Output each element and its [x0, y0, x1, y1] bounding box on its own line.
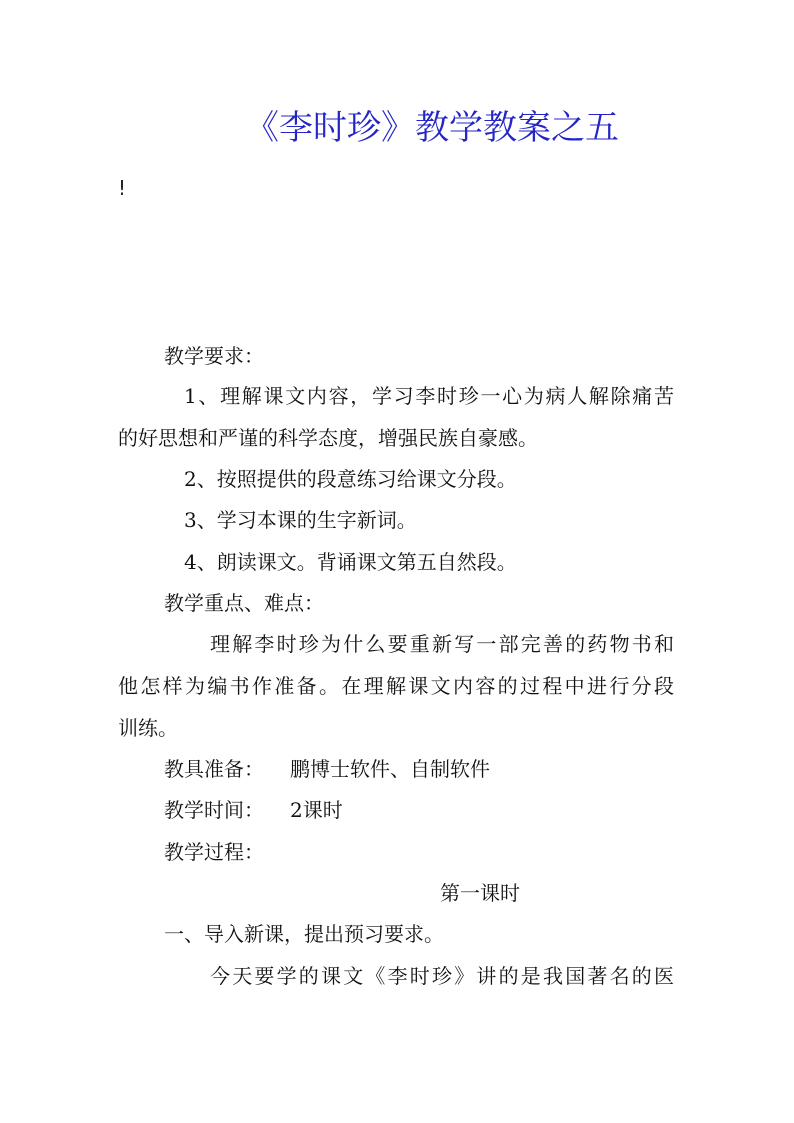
key-points-line-2: 他怎样为编书作准备。在理解课文内容的过程中进行分段: [118, 674, 674, 698]
intro-heading: 一、导入新课，提出预习要求。: [164, 922, 444, 946]
requirement-3: 3、学习本课的生字新词。: [184, 508, 417, 532]
key-points-line-3: 训练。: [118, 716, 178, 740]
requirement-4: 4、朗读课文。背诵课文第五自然段。: [184, 550, 517, 574]
requirement-1-line-2: 的好思想和严谨的科学态度，增强民族自豪感。: [118, 426, 538, 450]
requirement-1-line-1: 1、理解课文内容，学习李时珍一心为病人解除痛苦: [184, 384, 674, 408]
tools-value: 鹏博士软件、自制软件: [290, 757, 490, 781]
key-points-heading: 教学重点、难点：: [164, 591, 324, 615]
document-title: 《李时珍》教学教案之五: [245, 108, 619, 148]
requirement-2: 2、按照提供的段意练习给课文分段。: [184, 467, 517, 491]
stray-mark: !: [118, 176, 127, 200]
time-label: 教学时间：: [164, 798, 264, 822]
intro-text: 今天要学的课文《李时珍》讲的是我国著名的医: [210, 964, 674, 988]
time-value: 2课时: [290, 798, 343, 822]
requirements-heading: 教学要求：: [164, 344, 264, 368]
process-heading: 教学过程：: [164, 840, 264, 864]
tools-label: 教具准备：: [164, 757, 264, 781]
key-points-line-1: 理解李时珍为什么要重新写一部完善的药物书和: [210, 632, 674, 656]
lesson-1-heading: 第一课时: [440, 881, 520, 905]
